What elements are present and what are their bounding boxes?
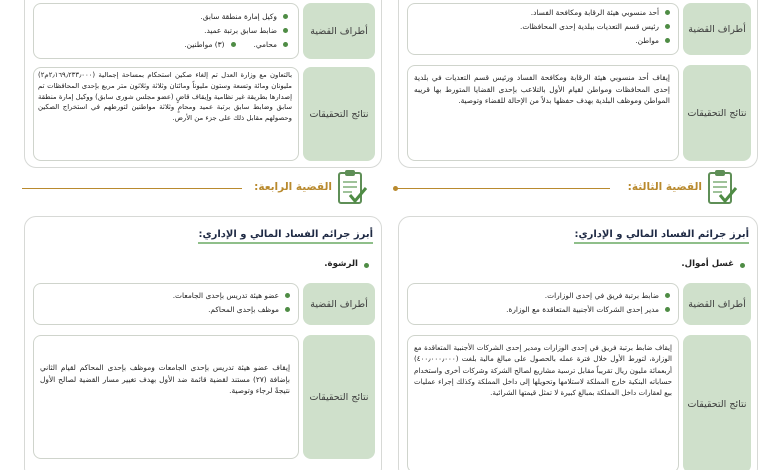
case-three-divider — [396, 188, 610, 189]
list-item: رئيس قسم التعديات ببلدية إحدى المحافظات. — [520, 20, 670, 34]
list-item: مواطن. — [520, 34, 670, 48]
heading-underline — [574, 242, 749, 244]
results-text: بالتعاون مع وزارة العدل تم إلغاء صكين استحكام بمساحة إجمالية (٢٫١٦٩٫٢٣٣٫٠٠٠م٢) مليونان ومائة وتسعة وستون مليوناً ومائتان وثلاثة وثلاثون متر مربع بإحدى المحافظات تم إصدارها بطريقة غير نظامية وإيقاف قاضٍ (عضو مجلس شورى سابق) ووكيل إمارة منطقة سابق وضابط سابق برتبة عميد ومحامٍ وثلاثة مواطنين لتورطهم في استخراج الصكين وحصولهم مقابل ذلك على جزء من الأرض. — [38, 71, 292, 123]
clipboard-check-icon — [706, 168, 738, 208]
list-item: محامي. — [254, 38, 288, 52]
results-text: إيقاف عضو هيئة تدريس بإحدى الجامعات وموظف بإحدى المحاكم لقيام الثاني بإضافة (٢٧) مستند لقضية قائمة ضد الأول بهدف تغيير مسار القضية لصالح الأول نتيجةً لرجاء وتوصية. — [40, 363, 290, 396]
parties-list — [128, 10, 288, 38]
list-item: أحد منسوبي هيئة الرقابة ومكافحة الفساد. — [520, 6, 670, 20]
parties-label: أطراف القضية — [303, 283, 375, 325]
results-label: نتائج التحقيقات — [683, 65, 751, 161]
case-three-card — [398, 216, 758, 470]
crimes-heading-text: أبرز جرائم الفساد المالي و الإداري: — [574, 229, 749, 240]
results-text: إيقاف ضابط برتبة فريق في إحدى الوزارات ومدير إحدى الشركات الأجنبية المتعاقدة مع الوزارة، لتورط الأول خلال فترة عمله بالحصول على مبالغ مالية بلغت (٤٠٠٫٠٠٠٫٠٠٠) أربعمائة مليون ريال تقريباً مقابل ترسية مشاريع لصالح الشركة وشركات أخرى واستخدام حساباته البنكية خارج المملكة لاستلامها وتحويلها إلى داخل المملكة وكذلك إجراء عمليات بيع لعقارات داخل المملكة بمبالغ كبيرة لا تمثل قيمتها الشرائية. — [414, 343, 672, 398]
clipboard-check-icon — [336, 168, 368, 208]
results-label: نتائج التحقيقات — [303, 67, 375, 161]
list-item: (٣) مواطنين. — [184, 38, 235, 52]
parties-label: أطراف القضية — [303, 3, 375, 59]
list-item: عضو هيئة تدريس بإحدى الجامعات. — [173, 289, 290, 303]
crime-type: الرشوة. — [324, 259, 369, 269]
crimes-heading-text: أبرز جرائم الفساد المالي و الإداري: — [198, 229, 373, 240]
heading-underline — [198, 242, 373, 244]
top-right-card — [398, 0, 758, 168]
results-box — [407, 65, 679, 161]
crimes-heading — [574, 229, 749, 240]
list-item: وكيل إمارة منطقة سابق. — [128, 10, 288, 24]
parties-box — [407, 3, 679, 55]
case-four-card — [24, 216, 382, 470]
case-four-divider — [22, 188, 242, 189]
results-label: نتائج التحقيقات — [303, 335, 375, 459]
results-box — [407, 335, 679, 470]
results-box — [33, 67, 299, 161]
parties-label: أطراف القضية — [683, 3, 751, 55]
parties-list-row — [184, 38, 288, 52]
results-box — [33, 335, 299, 459]
crime-type: غسل أموال. — [681, 259, 745, 269]
list-item: مدير إحدى الشركات الأجنبية المتعاقدة مع الوزارة. — [506, 303, 670, 317]
parties-list — [506, 289, 670, 317]
results-text: إيقاف أحد منسوبي هيئة الرقابة ومكافحة الفساد ورئيس قسم التعديات في بلدية إحدى المحافظات ومواطن لقيام الأول بالتلاعب بإحدى القضايا المتورط بها قريبه المواطن وموظف البلدية بهدف حفظها بدلاً من الإحالة للقضاء وتوصية. — [414, 73, 670, 106]
list-item: موظف بإحدى المحاكم. — [173, 303, 290, 317]
list-item: ضابط سابق برتبة عميد. — [128, 24, 288, 38]
parties-box — [33, 3, 299, 59]
parties-list — [173, 289, 290, 317]
case-three-title: القضية الثالثة: — [627, 181, 702, 193]
parties-label: أطراف القضية — [683, 283, 751, 325]
crimes-heading — [198, 229, 373, 240]
case-four-title: القضية الرابعة: — [254, 181, 332, 193]
parties-list — [520, 6, 670, 48]
results-label: نتائج التحقيقات — [683, 335, 751, 470]
list-item: ضابط برتبة فريق في إحدى الوزارات. — [506, 289, 670, 303]
top-left-card — [24, 0, 382, 168]
parties-box — [407, 283, 679, 325]
parties-box — [33, 283, 299, 325]
divider-dot — [393, 186, 398, 191]
